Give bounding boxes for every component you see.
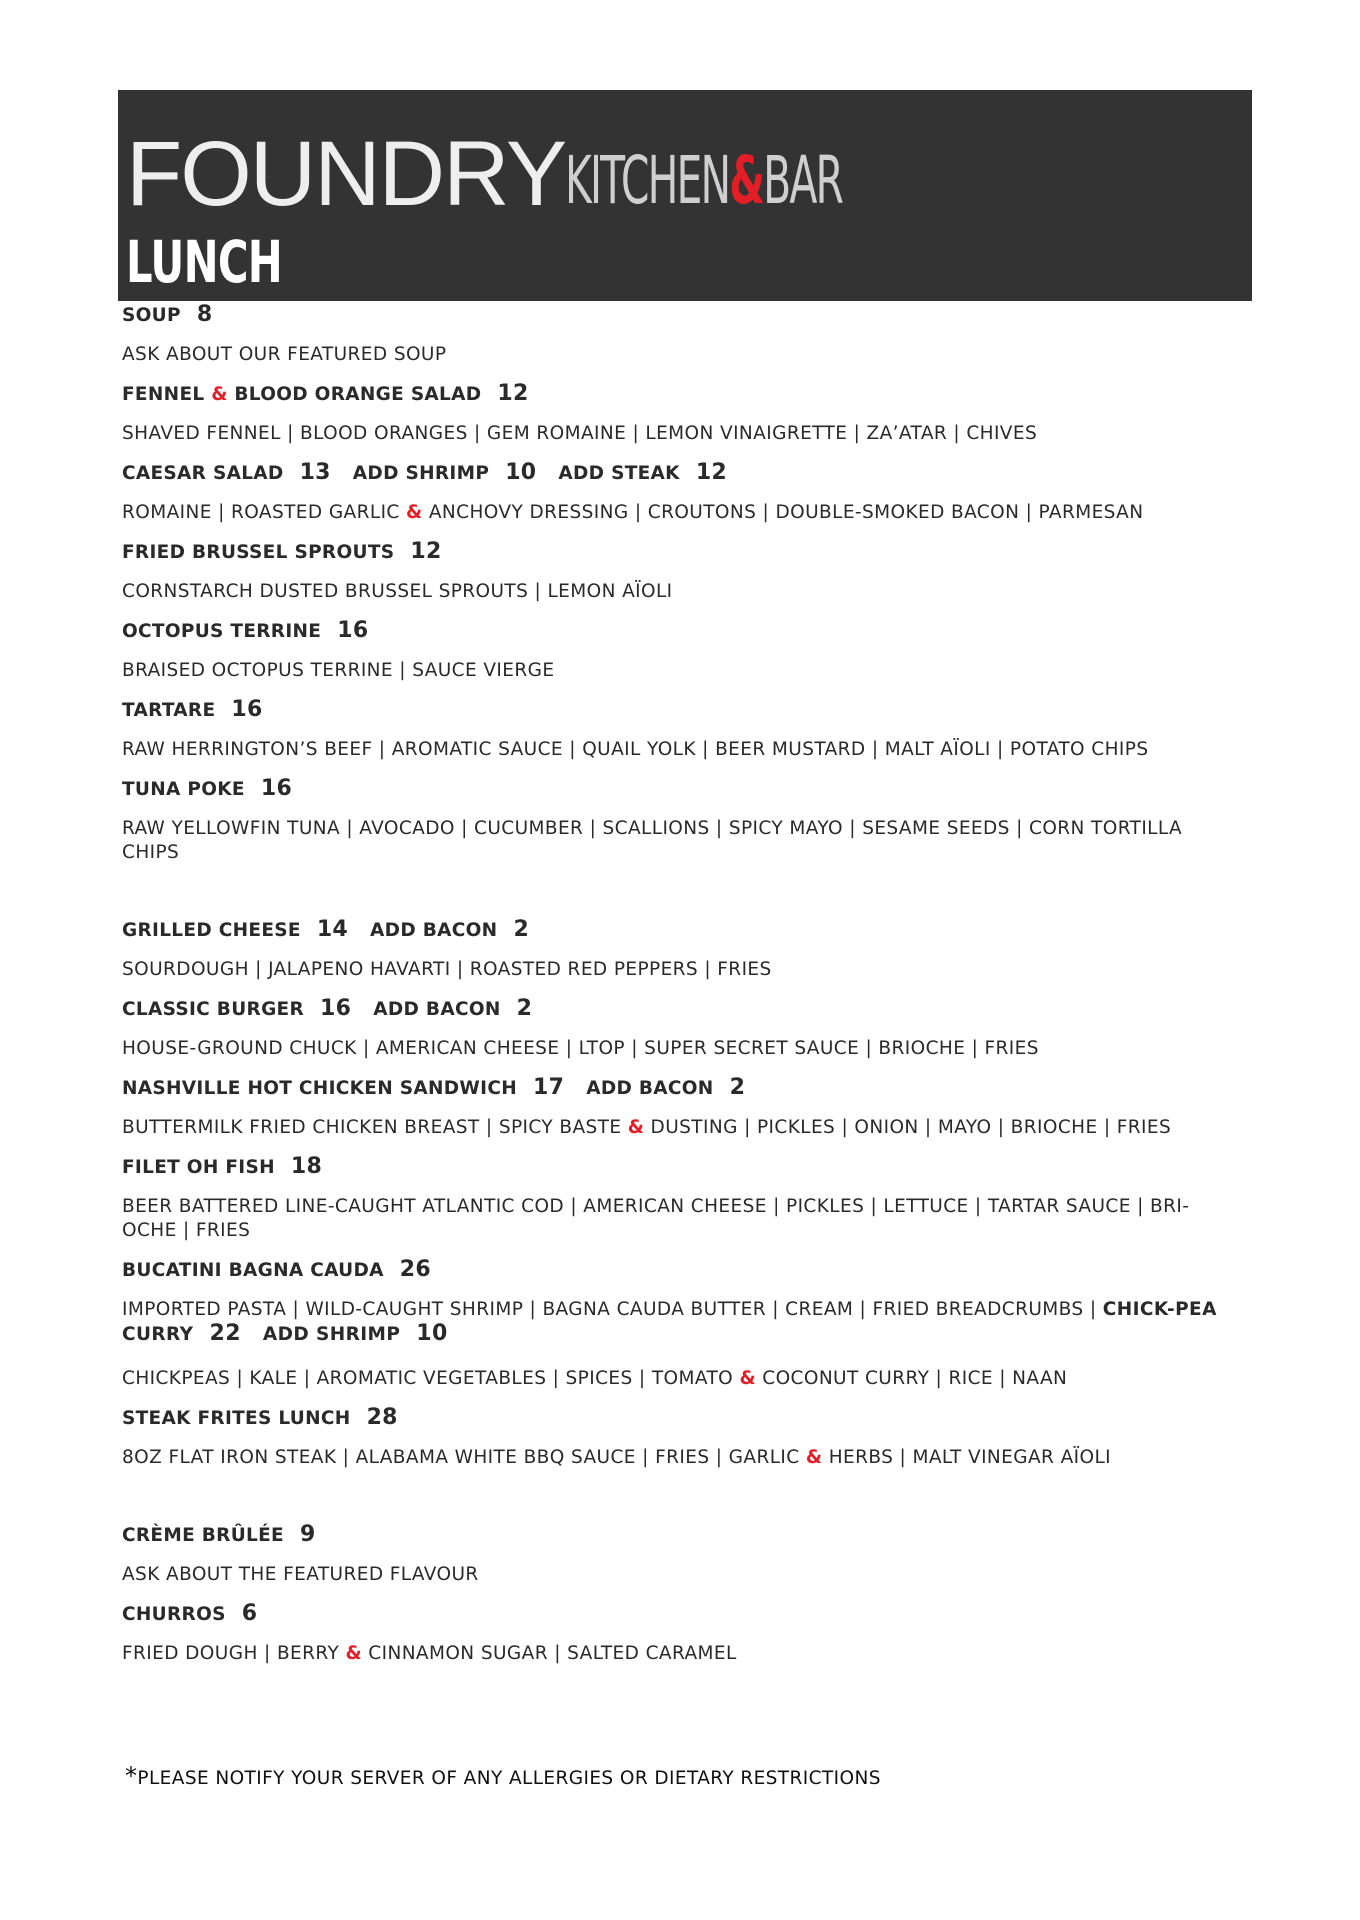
item-filet-oh-fish: [122, 1154, 1242, 1181]
item-description: RAW HERRINGTON’S BEEF | AROMATIC SAUCE | QUAIL YOLK | BEER MUSTARD | MALT AÏOLI | POTATO CHIPS: [122, 739, 1149, 760]
addon-price: 2: [513, 917, 530, 942]
addon-price: 2: [516, 996, 533, 1021]
item-description: IMPORTED PASTA | WILD-CAUGHT SHRIMP | BAGNA CAUDA BUTTER | CREAM | FRIED BREADCRUMBS | CHICK-PEA CURRY 22 ADD SHRIMP 10: [122, 1299, 1217, 1346]
addon-name: ADD BACON: [373, 999, 501, 1020]
item-price: 9: [299, 1522, 316, 1547]
addon-price: 2: [729, 1075, 746, 1100]
item-octopus-terrine: [122, 618, 1242, 645]
item-description: BEER BATTERED LINE-CAUGHT ATLANTIC COD | AMERICAN CHEESE | PICKLES | LETTUCE | TARTAR SAUCE | BRI-OCHE | FRIES: [122, 1196, 1190, 1241]
item-description: RAW YELLOWFIN TUNA | AVOCADO | CUCUMBER | SCALLIONS | SPICY MAYO | SESAME SEEDS | CORN TORTILLA CHIPS: [122, 818, 1183, 863]
item-name: CAESAR SALAD: [122, 463, 284, 484]
item-description: CORNSTARCH DUSTED BRUSSEL SPROUTS | LEMON AÏOLI: [122, 581, 673, 602]
item-price: 17: [532, 1075, 565, 1100]
item-grilled-cheese: [122, 917, 1242, 944]
item-soup: [122, 302, 1242, 329]
menu-items: [122, 302, 1242, 1666]
item-name: CRÈME BRÛLÉE: [122, 1525, 284, 1546]
addon-name: ADD SHRIMP: [352, 463, 490, 484]
item-price: 13: [299, 460, 331, 485]
item-name-chickpea-curry: CHICK-PEA CURRY: [122, 1299, 1217, 1345]
item-tartare: [122, 697, 1242, 724]
item-description: BUTTERMILK FRIED CHICKEN BREAST | SPICY BASTE & DUSTING | PICKLES | ONION | MAYO | BRIOCHE | FRIES: [122, 1117, 1172, 1138]
item-name: OCTOPUS TERRINE: [122, 621, 322, 642]
item-price: 12: [410, 539, 442, 564]
item-price: 6: [241, 1601, 258, 1626]
item-fennel-salad: [122, 381, 1242, 408]
item-price: 12: [497, 381, 529, 406]
item-name: FENNEL & BLOOD ORANGE SALAD: [122, 384, 482, 405]
item-name: CHURROS: [122, 1604, 226, 1625]
item-name: BUCATINI BAGNA CAUDA: [122, 1260, 384, 1281]
item-name: STEAK FRITES LUNCH: [122, 1408, 351, 1429]
item-description: SOURDOUGH | JALAPENO HAVARTI | ROASTED RED PEPPERS | FRIES: [122, 959, 772, 980]
item-price: 18: [290, 1154, 323, 1179]
item-price: 28: [366, 1405, 398, 1430]
addon-name: ADD SHRIMP: [262, 1324, 401, 1345]
item-price: 22: [209, 1321, 241, 1346]
menu-header: [118, 90, 1252, 301]
item-tuna-poke: [122, 776, 1242, 803]
item-description: BRAISED OCTOPUS TERRINE | SAUCE VIERGE: [122, 660, 555, 681]
addon-price: 10: [416, 1321, 448, 1346]
item-churros: [122, 1601, 1242, 1628]
item-name: FRIED BRUSSEL SPROUTS: [122, 542, 395, 563]
addon-price: 10: [505, 460, 537, 485]
addon-name: ADD BACON: [370, 920, 498, 941]
item-steak-frites: [122, 1405, 1242, 1432]
item-name: NASHVILLE HOT CHICKEN SANDWICH: [122, 1078, 517, 1099]
item-description: 8OZ FLAT IRON STEAK | ALABAMA WHITE BBQ SAUCE | FRIES | GARLIC & HERBS | MALT VINEGAR AÏOLI: [122, 1447, 1112, 1468]
item-description: ASK ABOUT THE FEATURED FLAVOUR: [122, 1564, 479, 1585]
item-name: TARTARE: [122, 700, 216, 721]
item-price: 16: [320, 996, 352, 1021]
item-price: 14: [316, 917, 349, 942]
addon-price: 12: [695, 460, 728, 485]
restaurant-logo: [126, 123, 1012, 225]
brand-name-foundry: FOUNDRY: [126, 123, 566, 225]
item-name: GRILLED CHEESE: [122, 920, 301, 941]
item-name: CLASSIC BURGER: [122, 999, 305, 1020]
item-price: 8: [196, 302, 213, 327]
item-description: FRIED DOUGH | BERRY & CINNAMON SUGAR | SALTED CARAMEL: [122, 1643, 737, 1664]
item-price: 16: [337, 618, 369, 643]
addon-name: ADD BACON: [586, 1078, 714, 1099]
item-description-chickpea-curry: CHICKPEAS | KALE | AROMATIC VEGETABLES | SPICES | TOMATO & COCONUT CURRY | RICE | NAAN: [122, 1368, 1068, 1389]
item-classic-burger: [122, 996, 1242, 1023]
item-name: SOUP: [122, 305, 181, 326]
item-bucatini-bagna-cauda: [122, 1257, 1242, 1284]
item-description: SHAVED FENNEL | BLOOD ORANGES | GEM ROMAINE | LEMON VINAIGRETTE | ZA’ATAR | CHIVES: [122, 423, 1038, 444]
brand-name-kitchen-bar: KITCHEN&BAR: [565, 142, 843, 219]
item-nashville-hot-chicken: [122, 1075, 1242, 1102]
item-description: ROMAINE | ROASTED GARLIC & ANCHOVY DRESSING | CROUTONS | DOUBLE-SMOKED BACON | PARMESAN: [122, 502, 1144, 523]
item-price: 26: [399, 1257, 431, 1282]
item-fried-brussel-sprouts: [122, 539, 1242, 566]
item-description: HOUSE-GROUND CHUCK | AMERICAN CHEESE | LTOP | SUPER SECRET SAUCE | BRIOCHE | FRIES: [122, 1038, 1039, 1059]
item-name: TUNA POKE: [122, 779, 245, 800]
menu-title: LUNCH: [126, 228, 282, 296]
item-creme-brulee: [122, 1522, 1242, 1549]
item-price: 16: [260, 776, 293, 801]
item-description: ASK ABOUT OUR FEATURED SOUP: [122, 344, 447, 365]
allergy-note: *PLEASE NOTIFY YOUR SERVER OF ANY ALLERGIES OR DIETARY RESTRICTIONS: [125, 1762, 881, 1790]
item-price: 16: [231, 697, 263, 722]
item-caesar-salad: [122, 460, 1242, 487]
addon-name: ADD STEAK: [558, 463, 680, 484]
item-name: FILET OH FISH: [122, 1157, 275, 1178]
